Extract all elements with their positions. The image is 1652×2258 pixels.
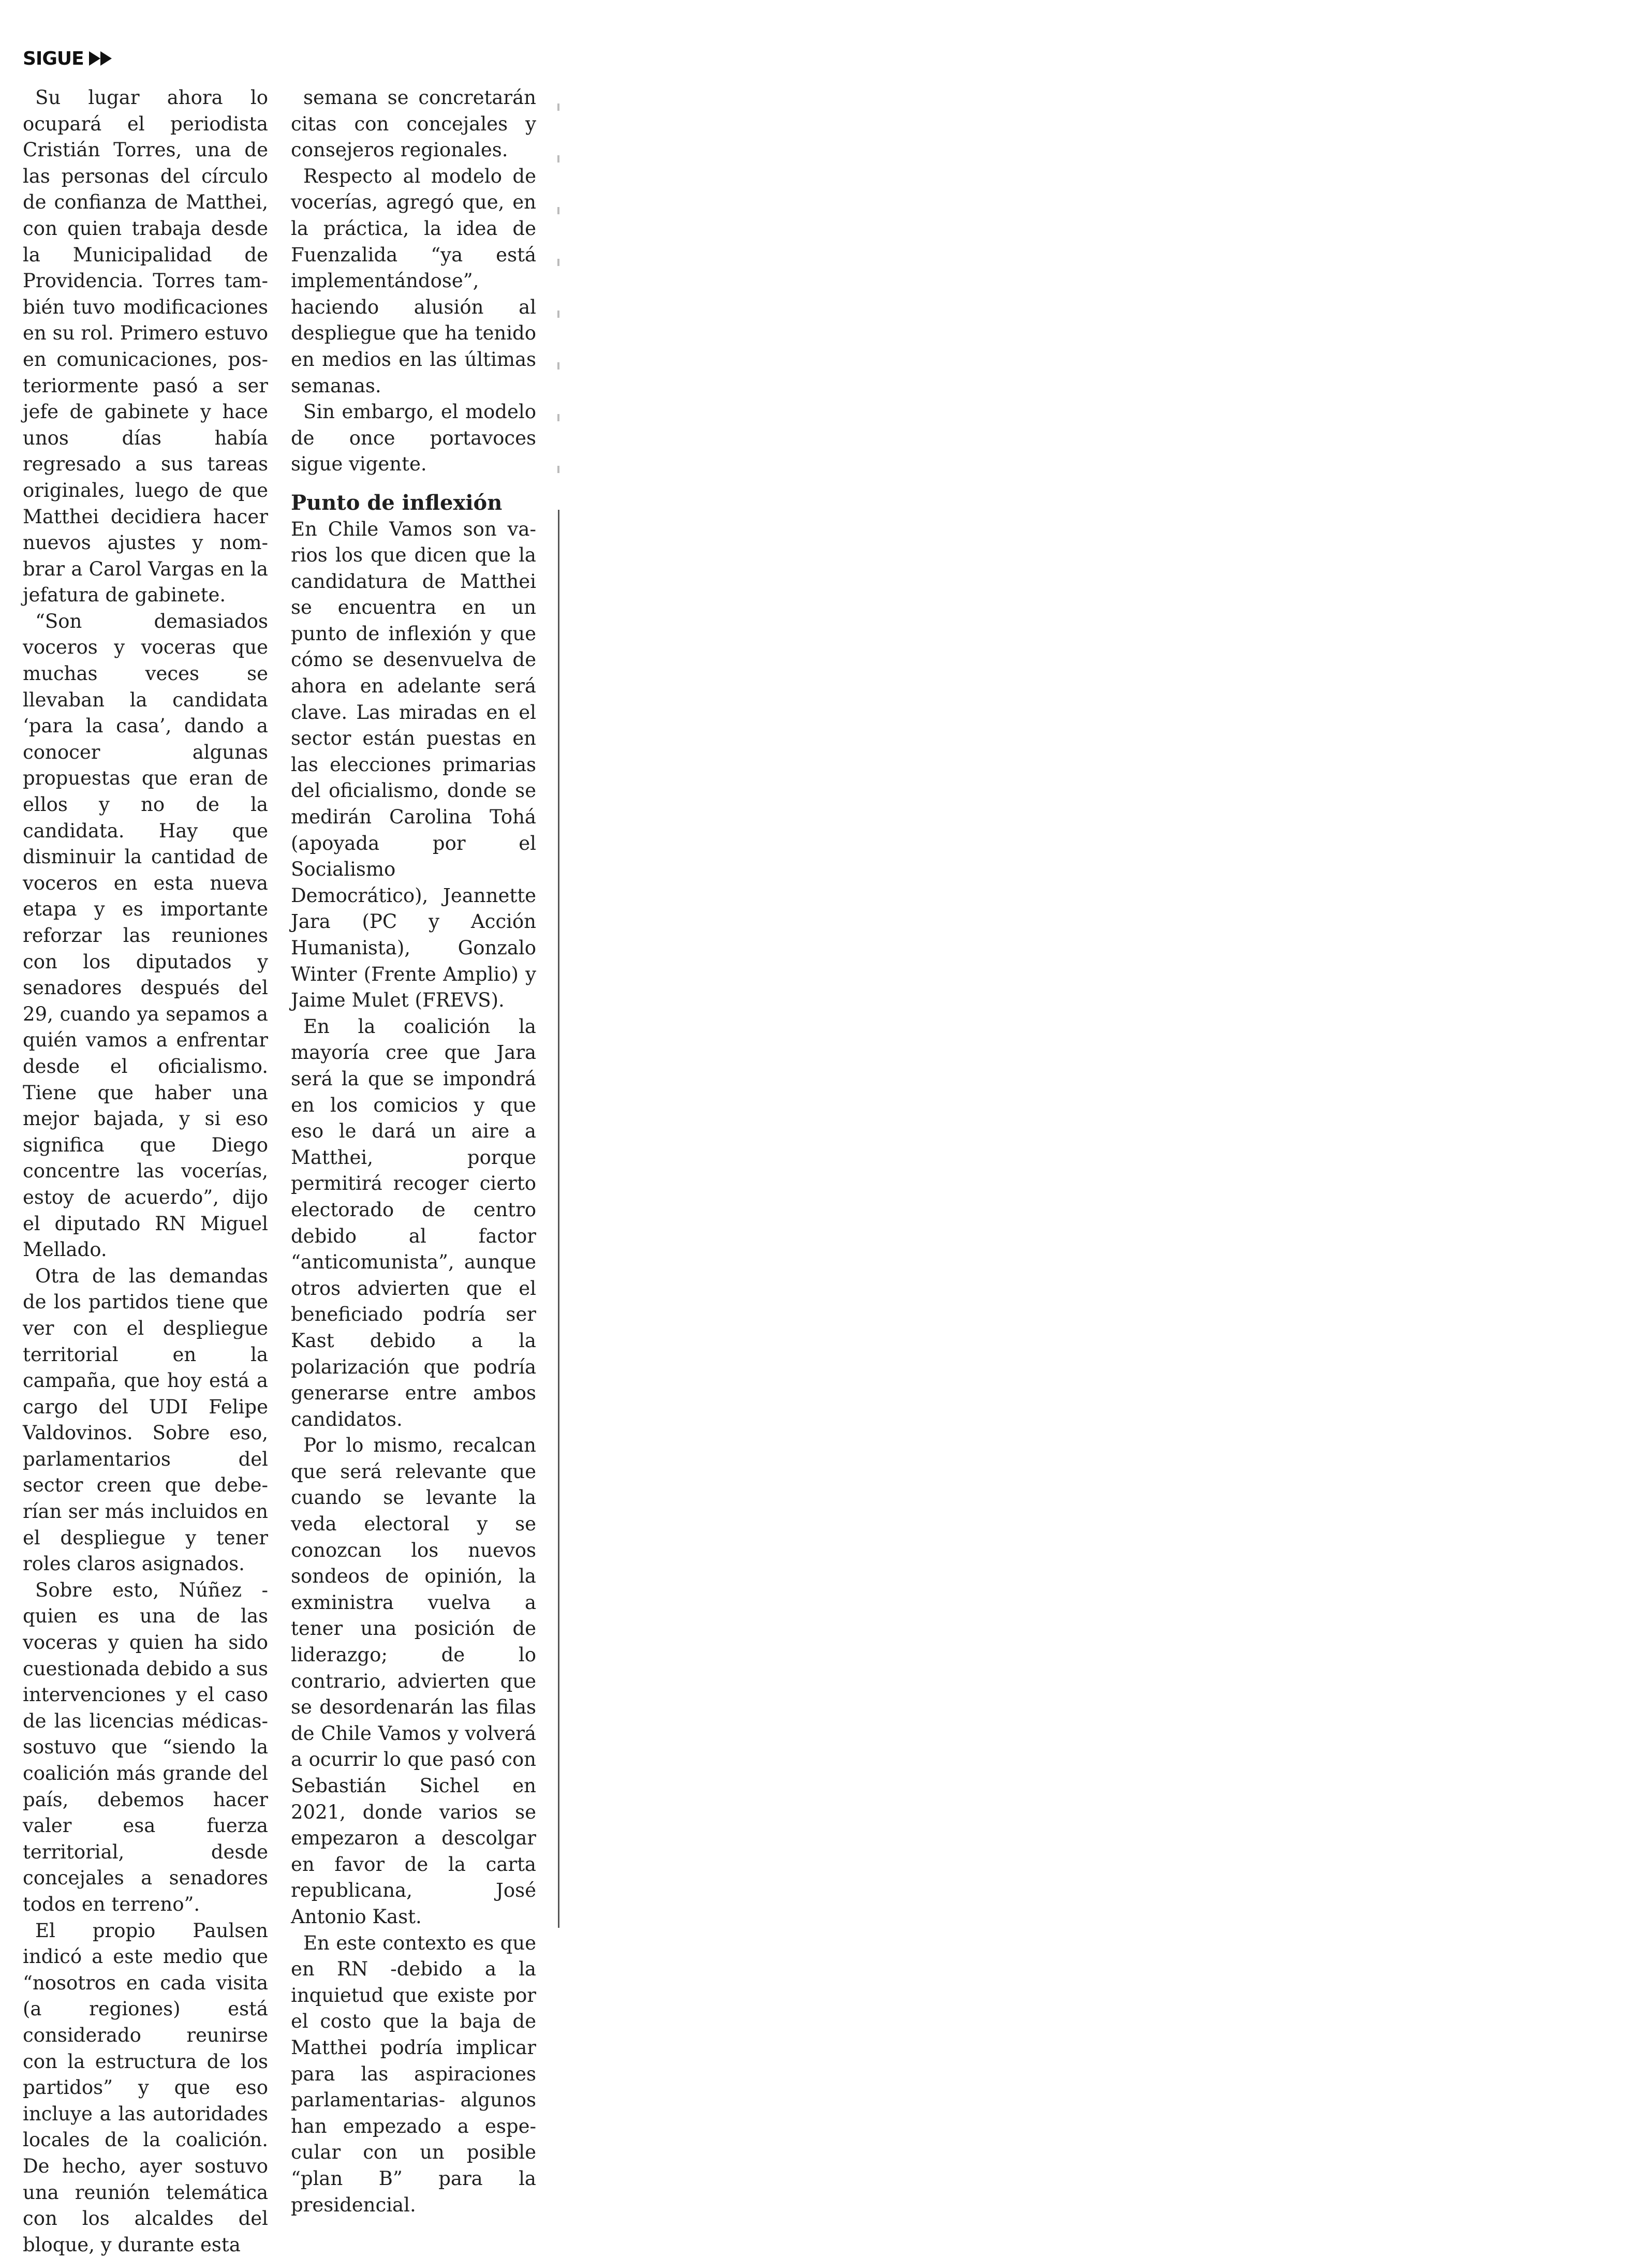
paragraph: En la coalición la mayoría cree que Jara será la que se impondrá en los comicios y que eso le dará un aire a Matthei, porque permitirá recoger cierto electorado de centro debido al factor “anticomunista”, aunque otros advierten que el beneficiado podría ser Kast debido a la polarización que podría generarse entre ambos candidatos. bbox=[291, 1015, 536, 1430]
article-column-1 bbox=[23, 85, 268, 2258]
paragraph: “Son demasiados voceros y voceras que muchas veces se llevaban la candidata ‘para la casa’, dando a conocer algunas propuestas que eran de ellos y no de la candidata. Hay que disminuir la cantidad de voceros en esta nueva etapa y es importante reforzar las reuniones con los diputados y senadores después del 29, cuando ya sepamos a quién vamos a enfrentar desde el oficialismo. Tiene que haber una mejor bajada, y si eso significa que Diego concentre las vocerías, estoy de acuerdo”, dijo el diputado RN Miguel Mellado. bbox=[23, 610, 268, 1261]
paragraph: Otra de las demandas de los partidos tiene que ver con el despliegue territorial en la campaña, que hoy está a cargo del UDI Felipe Valdovinos. Sobre eso, parlamentarios del sector creen que deberían ser más incluidos en el despliegue y tener roles claros asignados. bbox=[23, 1264, 268, 1575]
paragraph: semana se concretarán citas con concejales y consejeros regionales. bbox=[291, 86, 536, 161]
paragraph: En Chile Vamos son varios los que dicen que la candidatura de Matthei se encuentra en un punto de inflexión y que cómo se desenvuelva de ahora en adelante será clave. Las miradas en el sector están puestas en las elecciones primarias del oficialismo, donde se medirán Carolina Tohá (apoyada por el Socialismo Democrático), Jeannette Jara (PC y Acción Humanista), Gonzalo Winter (Frente Amplio) y Jaime Mulet (FREVS). bbox=[291, 518, 536, 1012]
section-subheading: Punto de inflexión bbox=[291, 490, 503, 515]
paragraph: Por lo mismo, recalcan que será relevante que cuando se levante la veda electoral y se conozcan los nuevos sondeos de opinión, la exministra vuelva a tener una posición de liderazgo; de lo contrario, advierten que se desordenarán las filas de Chile Vamos y volverá a ocurrir lo que pasó con Sebastián Sichel en 2021, donde varios se empezaron a descolgar en favor de la carta republicana, José Antonio Kast. bbox=[291, 1434, 536, 1928]
paragraph: Sin embargo, el modelo de once portavoces sigue vigente. bbox=[291, 401, 536, 476]
paragraph: Sobre esto, Núñez -quien es una de las voceras y quien ha sido cuestionada debido a sus intervenciones y el caso de las licencias médicas- sostuvo que “siendo la coalición más grande del país, debemos hacer valer esa fuerza territorial, desde concejales a senadores todos en terreno”. bbox=[23, 1578, 268, 1915]
double-arrow-icon bbox=[89, 51, 112, 66]
sigue-label bbox=[23, 46, 112, 71]
paragraph: En este contexto es que en RN -debido a la inquietud que existe por el costo que la baja de Matthei podría implicar para las aspiraciones parlamentarias- algunos han empezado a especular con un posible “plan B” para la presidencial. bbox=[291, 1931, 536, 2216]
column-divider bbox=[558, 510, 559, 1928]
sigue-text: SIGUE bbox=[23, 48, 84, 69]
article-column-2 bbox=[291, 85, 536, 2218]
paragraph: El propio Paulsen indicó a este medio que “nosotros en cada visita (a regiones) está considerado reunirse con la estructura de los partidos” y que eso incluye a las autoridades locales de la coalición. De hecho, ayer sostuvo una reunión telemática con los alcaldes del bloque, y durante esta bbox=[23, 1919, 268, 2256]
paragraph: Respecto al modelo de vocerías, agregó que, en la práctica, la idea de Fuenzalida “ya está implementándose”, haciendo alusión al despliegue que ha tenido en medios en las últimas semanas. bbox=[291, 165, 536, 397]
column-edge-marks bbox=[557, 104, 561, 507]
paragraph: Su lugar ahora lo ocupará el periodista Cristián Torres, una de las personas del círculo de confianza de Matthei, con quien trabaja desde la Municipalidad de Providencia. Torres también tuvo modificaciones en su rol. Primero estuvo en comunicaciones, posteriormente pasó a ser jefe de gabinete y hace unos días había regresado a sus tareas originales, luego de que Matthei decidiera hacer nuevos ajustes y nombrar a Carol Vargas en la jefatura de gabinete. bbox=[23, 86, 268, 607]
